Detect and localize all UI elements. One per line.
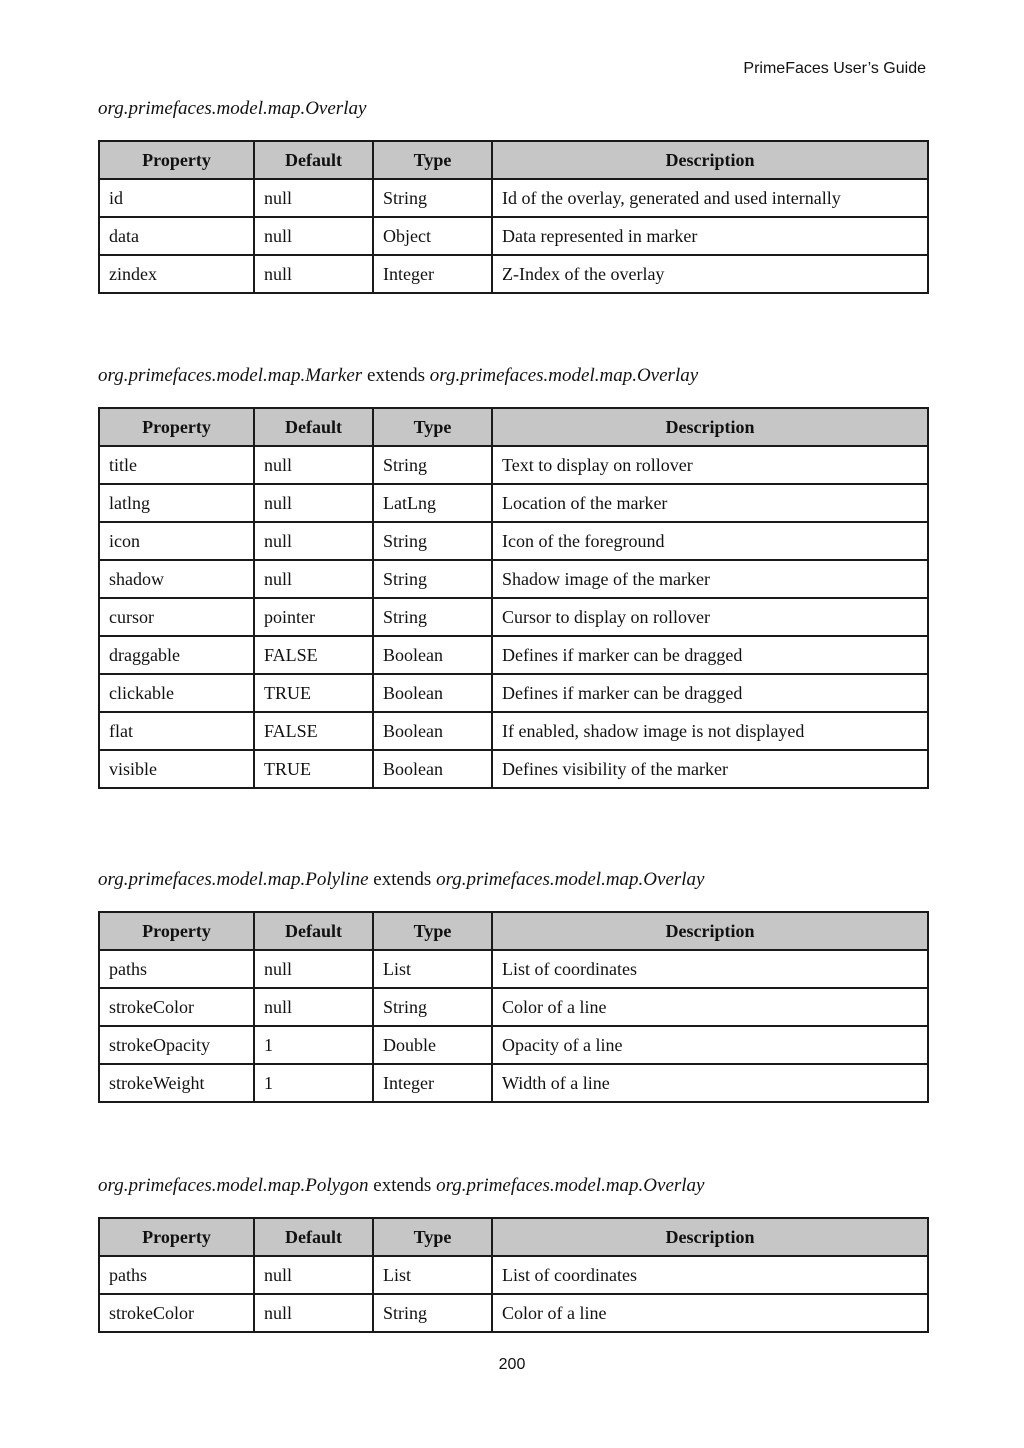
cell-description: Z-Index of the overlay — [492, 255, 928, 293]
cell-description: Icon of the foreground — [492, 522, 928, 560]
cell-description: Id of the overlay, generated and used internally — [492, 179, 928, 217]
section-polygon — [98, 1174, 927, 1333]
cell-default: null — [254, 484, 373, 522]
cell-default: null — [254, 950, 373, 988]
cell-property: icon — [99, 522, 254, 560]
table-row — [99, 636, 928, 674]
column-header-default: Default — [254, 141, 373, 179]
cell-default: 1 — [254, 1064, 373, 1102]
table-row — [99, 1064, 928, 1102]
cell-type: String — [373, 179, 492, 217]
running-header: PrimeFaces User’s Guide — [743, 60, 926, 77]
section-title — [98, 868, 927, 892]
page-number: 200 — [498, 1356, 526, 1373]
cell-property: paths — [99, 1256, 254, 1294]
cell-type: Double — [373, 1026, 492, 1064]
cell-property: shadow — [99, 560, 254, 598]
cell-default: null — [254, 217, 373, 255]
property-table — [98, 407, 929, 789]
cell-property: flat — [99, 712, 254, 750]
cell-property: cursor — [99, 598, 254, 636]
table-row — [99, 988, 928, 1026]
cell-description: Opacity of a line — [492, 1026, 928, 1064]
column-header-property: Property — [99, 141, 254, 179]
cell-type: String — [373, 522, 492, 560]
cell-description: Color of a line — [492, 988, 928, 1026]
section-title — [98, 97, 927, 121]
class-name: org.primefaces.model.map.Marker — [98, 365, 363, 386]
column-header-type: Type — [373, 1218, 492, 1256]
cell-default: null — [254, 1256, 373, 1294]
column-header-type: Type — [373, 408, 492, 446]
cell-default: TRUE — [254, 674, 373, 712]
cell-type: Boolean — [373, 636, 492, 674]
extends-keyword: extends — [373, 869, 432, 890]
cell-property: strokeOpacity — [99, 1026, 254, 1064]
table-row — [99, 598, 928, 636]
property-table — [98, 140, 929, 294]
cell-default: null — [254, 255, 373, 293]
extends-keyword: extends — [373, 1175, 432, 1196]
column-header-default: Default — [254, 1218, 373, 1256]
property-table — [98, 1217, 929, 1333]
cell-default: TRUE — [254, 750, 373, 788]
section-title — [98, 364, 927, 388]
cell-default: pointer — [254, 598, 373, 636]
table-row — [99, 950, 928, 988]
cell-type: List — [373, 1256, 492, 1294]
cell-property: strokeColor — [99, 1294, 254, 1332]
cell-type: Boolean — [373, 674, 492, 712]
column-header-description: Description — [492, 408, 928, 446]
column-header-default: Default — [254, 408, 373, 446]
cell-default: FALSE — [254, 712, 373, 750]
cell-description: Cursor to display on rollover — [492, 598, 928, 636]
section-marker — [98, 364, 927, 789]
cell-default: null — [254, 1294, 373, 1332]
cell-description: Data represented in marker — [492, 217, 928, 255]
column-header-description: Description — [492, 141, 928, 179]
cell-default: null — [254, 988, 373, 1026]
cell-property: paths — [99, 950, 254, 988]
cell-type: String — [373, 988, 492, 1026]
table-row — [99, 1256, 928, 1294]
column-header-property: Property — [99, 912, 254, 950]
cell-description: Text to display on rollover — [492, 446, 928, 484]
table-row — [99, 1294, 928, 1332]
cell-default: 1 — [254, 1026, 373, 1064]
table-row — [99, 560, 928, 598]
extends-keyword: extends — [366, 365, 425, 386]
column-header-type: Type — [373, 912, 492, 950]
cell-description: Defines if marker can be dragged — [492, 674, 928, 712]
parent-class-name: org.primefaces.model.map.Overlay — [429, 365, 699, 386]
cell-default: null — [254, 560, 373, 598]
table-row — [99, 484, 928, 522]
cell-property: latlng — [99, 484, 254, 522]
section-overlay — [98, 97, 927, 294]
table-row — [99, 217, 928, 255]
cell-property: visible — [99, 750, 254, 788]
cell-type: List — [373, 950, 492, 988]
cell-default: null — [254, 446, 373, 484]
cell-property: data — [99, 217, 254, 255]
table-header-row — [99, 408, 928, 446]
cell-description: Defines visibility of the marker — [492, 750, 928, 788]
column-header-description: Description — [492, 912, 928, 950]
cell-property: clickable — [99, 674, 254, 712]
cell-description: Color of a line — [492, 1294, 928, 1332]
table-header-row — [99, 1218, 928, 1256]
parent-class-name: org.primefaces.model.map.Overlay — [436, 1175, 705, 1196]
table-row — [99, 522, 928, 560]
property-table — [98, 911, 929, 1103]
cell-property: id — [99, 179, 254, 217]
table-header-row — [99, 141, 928, 179]
cell-type: Object — [373, 217, 492, 255]
table-row — [99, 712, 928, 750]
cell-type: Boolean — [373, 750, 492, 788]
cell-description: Location of the marker — [492, 484, 928, 522]
cell-type: Integer — [373, 255, 492, 293]
cell-type: String — [373, 560, 492, 598]
cell-type: String — [373, 446, 492, 484]
column-header-property: Property — [99, 408, 254, 446]
cell-type: Boolean — [373, 712, 492, 750]
column-header-property: Property — [99, 1218, 254, 1256]
cell-description: List of coordinates — [492, 950, 928, 988]
cell-default: FALSE — [254, 636, 373, 674]
cell-description: Width of a line — [492, 1064, 928, 1102]
table-row — [99, 674, 928, 712]
table-row — [99, 179, 928, 217]
cell-description: Defines if marker can be dragged — [492, 636, 928, 674]
cell-description: Shadow image of the marker — [492, 560, 928, 598]
table-header-row — [99, 912, 928, 950]
cell-property: strokeColor — [99, 988, 254, 1026]
table-row — [99, 446, 928, 484]
cell-type: Integer — [373, 1064, 492, 1102]
class-name: org.primefaces.model.map.Polyline — [98, 869, 369, 890]
cell-default: null — [254, 522, 373, 560]
cell-description: List of coordinates — [492, 1256, 928, 1294]
cell-property: strokeWeight — [99, 1064, 254, 1102]
column-header-description: Description — [492, 1218, 928, 1256]
class-name: org.primefaces.model.map.Polygon — [98, 1175, 369, 1196]
cell-property: zindex — [99, 255, 254, 293]
section-polyline — [98, 868, 927, 1103]
cell-description: If enabled, shadow image is not displayed — [492, 712, 928, 750]
column-header-type: Type — [373, 141, 492, 179]
table-row — [99, 750, 928, 788]
section-title — [98, 1174, 927, 1198]
table-row — [99, 1026, 928, 1064]
table-row — [99, 255, 928, 293]
cell-type: String — [373, 1294, 492, 1332]
cell-property: title — [99, 446, 254, 484]
cell-type: String — [373, 598, 492, 636]
column-header-default: Default — [254, 912, 373, 950]
cell-default: null — [254, 179, 373, 217]
cell-property: draggable — [99, 636, 254, 674]
class-name: org.primefaces.model.map.Overlay — [98, 98, 367, 119]
cell-type: LatLng — [373, 484, 492, 522]
parent-class-name: org.primefaces.model.map.Overlay — [436, 869, 705, 890]
